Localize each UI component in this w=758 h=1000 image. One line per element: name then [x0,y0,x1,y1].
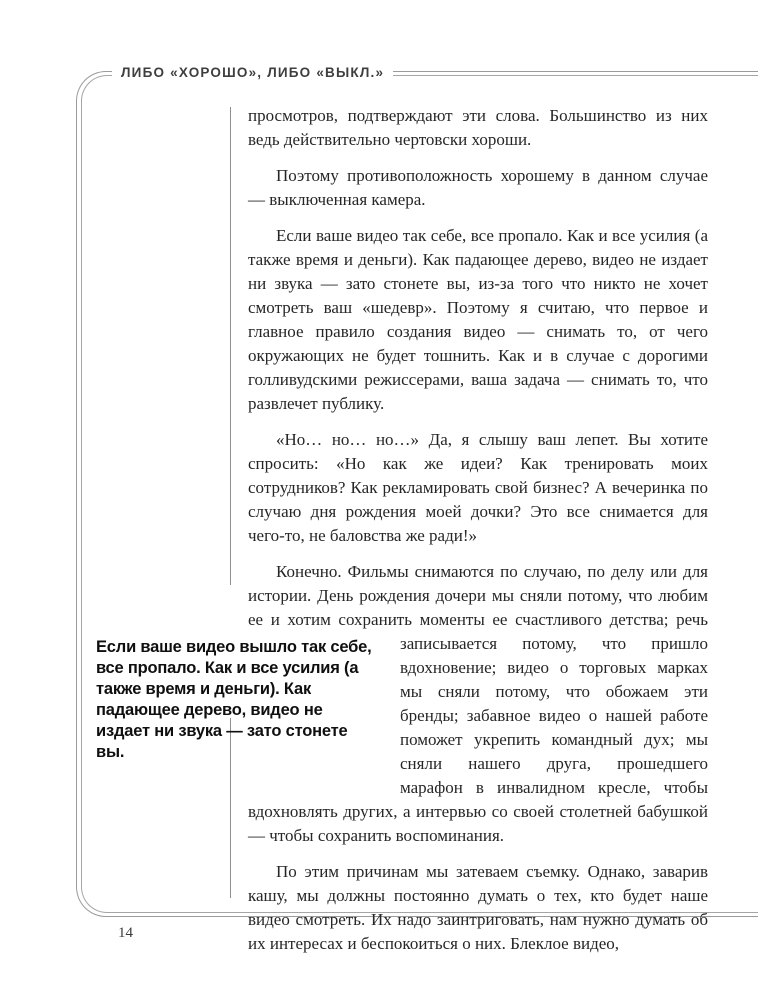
paragraph-with-pullquote [96,560,708,848]
running-title: ЛИБО «ХОРОШО», ЛИБО «ВЫКЛ.» [112,65,393,80]
text-column-rule-upper [230,107,231,585]
paragraph: По этим причинам мы затеваем съемку. Однако, заварив кашу, мы должны постоянно думать о тех, кто будет наше видео смотреть. Их надо заинтриговать, нам нужно думать об их интересах и беспокоиться о них. Блеклое видео, [248,862,708,953]
paragraph-text-after-quote: записывается потому, что пришло вдохновение; видео о торговых марках мы сняли потому, что обожаем эти бренды; забавное видео о нашей работе поможет укрепить командный дух; мы сняли нашего друга, прошедшего марафон в инвалидном кресле, чтобы вдохновлять других, а интервью со своей столетней бабушкой — чтобы сохранить воспоминания. [248,634,708,845]
paragraph-continuation: просмотров, подтверждают эти слова. Большинство из них ведь действительно чертовски хороши. [248,106,708,149]
paragraph: Поэтому противоположность хорошему в данном случае — выключенная камера. [248,166,708,209]
page-number: 14 [118,925,133,941]
pullquote: Если ваше видео вышло так себе, все пропало. Как и все усилия (а также время и деньги). Как падающее дерево, видео не издает ни звука — зато стонете вы. [96,638,372,761]
paragraph: «Но… но… но…» Да, я слышу ваш лепет. Вы хотите спросить: «Но как же идеи? Как тренировать моих сотрудников? Как рекламировать свой бизнес? А вечеринка по случаю дня рождения моей дочки? Это все снимается для чего-то, не баловства же ради!» [248,430,708,545]
paragraph: Если ваше видео так себе, все пропало. Как и все усилия (а также время и деньги). Как падающее дерево, видео не издает ни звука — зато стонете вы, из-за того что никто не хочет смотреть ваш «шедевр». Поэтому я считаю, что первое и главное правило создания видео — снимать то, от чего окружающих не будет тошнить. Как и в случае с дорогими голливудскими режиссерами, ваша задача — снимать то, что развлечет публику. [248,226,708,413]
paragraph-text-before-quote: Конечно. Фильмы снимаются по случаю, по делу или для истории. День рождения дочери мы сняли потому, что любим ее и хотим сохранить моменты ее счастливого детства; речь [248,562,708,629]
